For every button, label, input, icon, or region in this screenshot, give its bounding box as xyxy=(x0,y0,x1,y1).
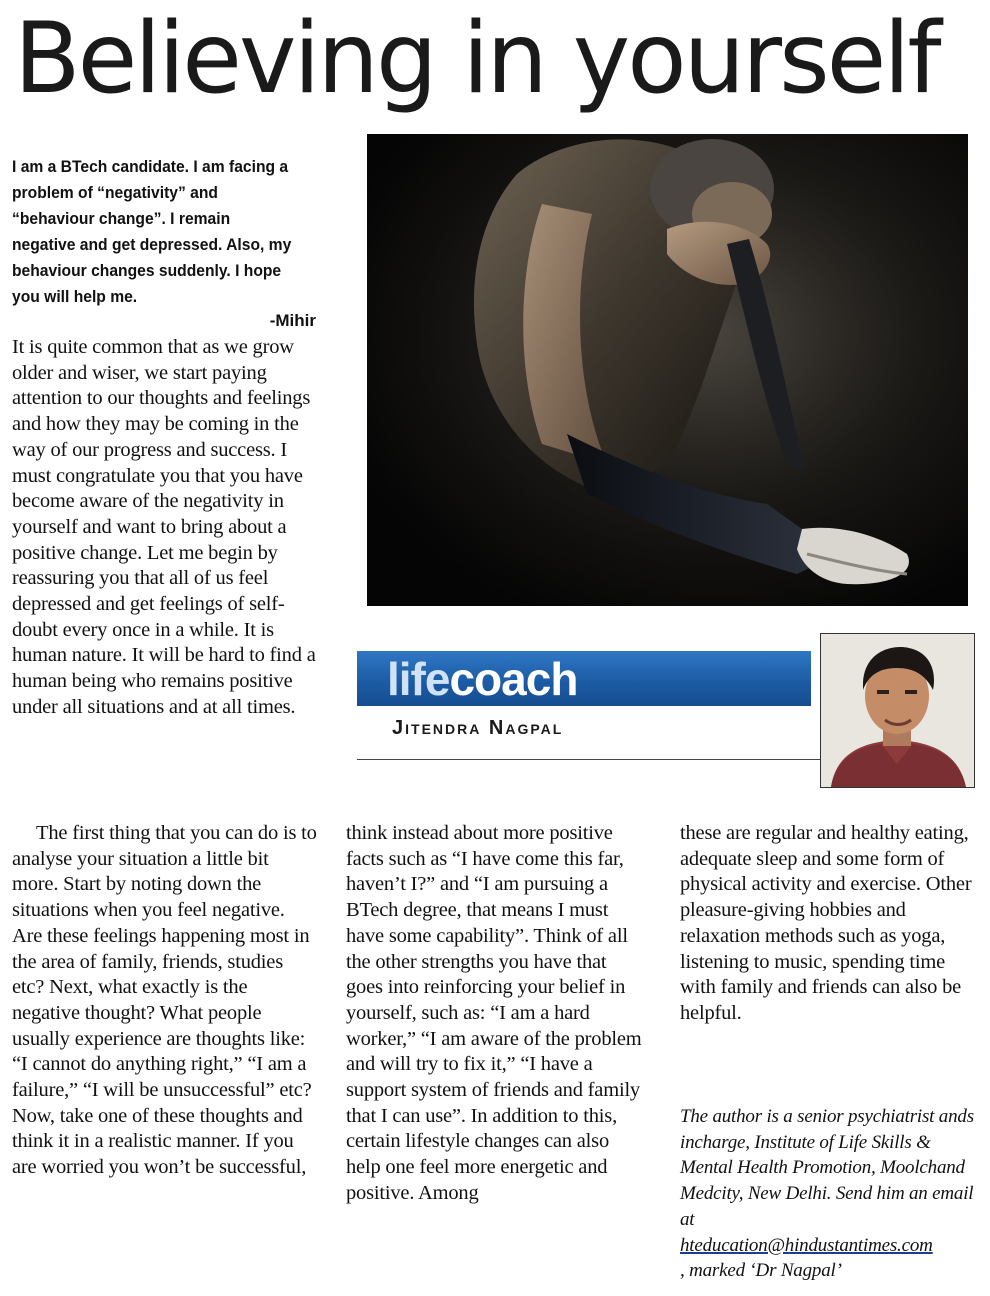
lifecoach-coach: coach xyxy=(449,653,578,705)
body-column-1-bottom xyxy=(12,821,317,1181)
author-bio xyxy=(680,1104,980,1284)
body-paragraph-2: The first thing that you can do is to analyse your situation a little bit more. Start by noting down the situations when you feel negative. Are these feelings happening most in the area of family, friends, studies etc? Next, what exactly is the negative thought? What people usually experience are thoughts like: “I cannot do anything right,” “I am a failure,” “I will be unsuccessful” etc? Now, take one of these thoughts and think it in a realistic manner. If you are worried you won’t be successful, xyxy=(12,822,317,1179)
author-name: Jitendra Nagpal xyxy=(392,717,564,739)
body-paragraph-3: think instead about more positive facts such as “I have come this far, haven’t I?” and “I am pursuing a BTech degree, that means I must have some capability”. Think of all the other strengths you have that goes into reinforcing your belief in yourself, such as: “I am a hard worker,” “I am aware of the problem and will try to fix it,” “I have a support system of friends and family that I can use”. In addition to this, certain lifestyle changes can also help one feel more energetic and positive. Among xyxy=(346,822,642,1204)
lifecoach-life: life xyxy=(387,653,450,705)
reader-letter-text: I am a BTech candidate. I am facing a problem of “negativity” and “behaviour change”. I remain negative and get depressed. Also, my behaviour changes suddenly. I hope you will help me. xyxy=(12,157,292,306)
lifecoach-wordmark xyxy=(387,653,577,705)
body-column-3 xyxy=(680,821,976,1027)
author-bio-text: The author is a senior psychiatrist ands incharge, Institute of Life Skills & Mental Health Promotion, Moolchand Medcity, New Delhi. Send him an email at xyxy=(680,1106,974,1230)
reader-signoff: -Mihir xyxy=(269,311,316,330)
email-link[interactable]: hteducation@hindustantimes.com xyxy=(680,1234,933,1256)
body-paragraph-1: It is quite common that as we grow older and wiser, we start paying attention to our thoughts and feelings and how they may be coming in the way of our progress and success. I must congratulate you that you have become aware of the negativity in yourself and want to bring about a positive change. Let me begin by reassuring you that all of us feel depressed and get feelings of self-doubt every once in a while. It is human nature. It will be hard to find a human being who remains positive under all situations and at all times. xyxy=(12,336,316,718)
banner-rule xyxy=(357,759,820,760)
reader-letter xyxy=(12,154,294,310)
author-portrait xyxy=(820,633,975,788)
body-column-1-top xyxy=(12,335,317,721)
body-paragraph-4: these are regular and healthy eating, adequate sleep and some form of physical activity and exercise. Other pleasure-giving hobbies and relaxation methods such as yoga, listening to music, spending time with family and friends can also be helpful. xyxy=(680,822,972,1024)
author-bio-suffix: , marked ‘Dr Nagpal’ xyxy=(680,1260,842,1282)
body-column-2 xyxy=(346,821,646,1207)
headline: Believing in yourself xyxy=(14,2,939,116)
hero-photo xyxy=(367,134,968,606)
lifecoach-banner xyxy=(357,651,811,706)
